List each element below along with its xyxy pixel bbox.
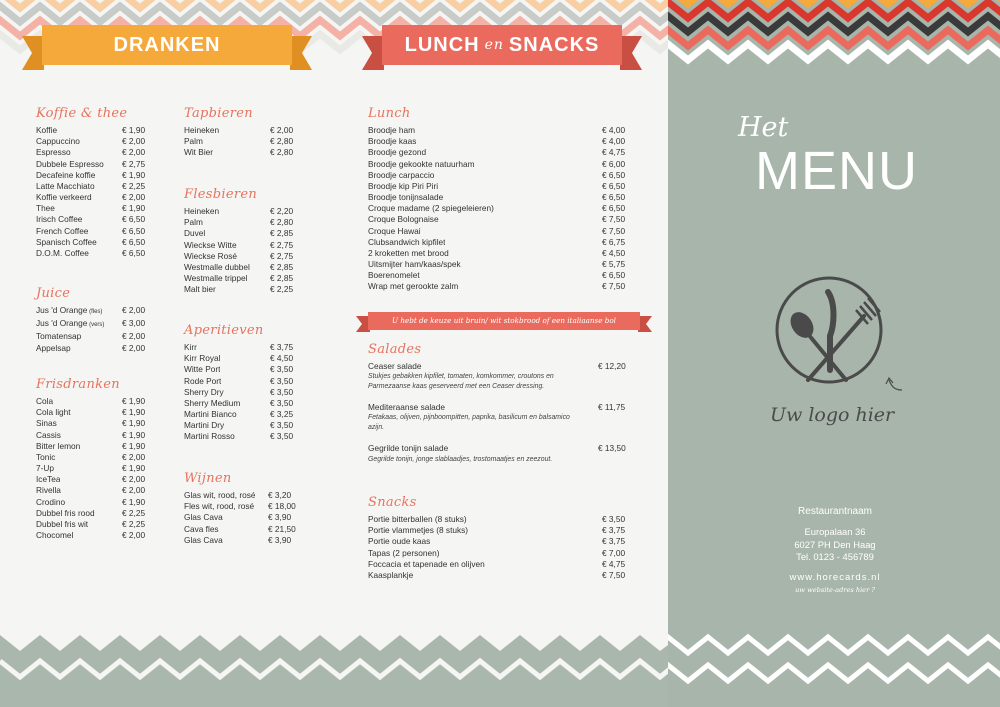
menu-item-name: Kirr — [184, 342, 197, 353]
menu-item-row — [184, 431, 299, 442]
menu-item-name: Fles wit, rood, rosé — [184, 501, 255, 512]
menu-item-price: € 2,00 — [122, 331, 146, 342]
menu-item-row — [368, 237, 630, 248]
menu-item-row — [184, 420, 299, 431]
menu-item-row — [184, 364, 299, 375]
menu-item-row — [184, 273, 299, 284]
menu-item-price: € 3,20 — [268, 490, 292, 501]
menu-item-price: € 4,50 — [602, 247, 626, 258]
column-juice — [36, 288, 151, 354]
menu-item-name: Mediteraanse salade — [368, 402, 446, 413]
menu-item-name: Portie oude kaas — [368, 536, 431, 547]
menu-item-name: 7-Up — [36, 463, 54, 474]
menu-item-name: Croque madame (2 spiegeleieren) — [368, 203, 494, 214]
menu-item-row — [368, 125, 630, 136]
salad-item — [368, 402, 630, 433]
cover-bottom-chevron-pattern — [668, 627, 1000, 707]
menu-item-name: Palm — [184, 136, 203, 147]
menu-item-name: Ceaser salade — [368, 361, 422, 372]
menu-item-row — [368, 214, 630, 225]
menu-item-row — [368, 192, 630, 203]
restaurant-city: 6027 PH Den Haag — [794, 538, 876, 550]
menu-item-price: € 1,90 — [122, 396, 146, 407]
menu-item-name: Duvel — [184, 228, 206, 239]
menu-item-name: Thee — [36, 203, 55, 214]
menu-item-price: € 6,50 — [602, 180, 626, 191]
cutlery-logo-icon — [764, 270, 904, 400]
bread-choice-banner — [356, 312, 652, 332]
menu-item-row — [36, 181, 151, 192]
menu-item-name: Wrap met gerookte zalm — [368, 281, 459, 292]
menu-item-price: € 2,85 — [270, 228, 294, 239]
menu-item-price: € 13,50 — [598, 443, 626, 454]
menu-item-name: Dubbel fris rood — [36, 507, 95, 518]
menu-item-row — [36, 147, 151, 158]
menu-item-name: Wieckse Rosé — [184, 250, 238, 261]
menu-item-price: € 2,00 — [122, 474, 146, 485]
menu-item-name: Martini Bianco — [184, 409, 237, 420]
menu-item-price: € 1,90 — [122, 440, 146, 451]
menu-item-price: € 1,90 — [122, 463, 146, 474]
menu-item-price: € 3,50 — [270, 386, 294, 397]
menu-item-row — [184, 387, 299, 398]
menu-item-row — [184, 251, 299, 262]
menu-item-name: Latte Macchiato — [36, 180, 95, 191]
menu-item-row — [368, 548, 630, 559]
ribbon-lunch-snacks — [362, 28, 642, 68]
menu-item-price: € 3,25 — [270, 409, 294, 420]
menu-item-price: € 3,50 — [270, 397, 294, 408]
restaurant-name: Restaurantnaam — [798, 506, 872, 517]
menu-item-name: Westmalle dubbel — [184, 261, 250, 272]
menu-item-row — [36, 497, 151, 508]
menu-item-name: Dubbel fris wit — [36, 518, 89, 529]
section-title-snacks: Snacks — [368, 495, 417, 510]
aperitief-list — [184, 342, 299, 442]
menu-item-name: Martini Rosso — [184, 431, 235, 442]
menu-item-name: Cava fles — [184, 523, 219, 534]
menu-item-price: € 3,00 — [122, 318, 146, 329]
salad-item — [368, 443, 630, 464]
menu-item-price: € 6,50 — [122, 247, 146, 258]
menu-item-price: € 1,90 — [122, 169, 146, 180]
section-title-lunch: Lunch — [368, 106, 411, 121]
menu-item-name: Cola — [36, 396, 54, 407]
menu-item-name: Irisch Coffee — [36, 214, 83, 225]
menu-item-row — [36, 203, 151, 214]
menu-item-row — [368, 181, 630, 192]
menu-item-name: Croque Hawai — [368, 225, 421, 236]
menu-item-name: Cola light — [36, 407, 71, 418]
menu-item-name: Tapas (2 personen) — [368, 547, 440, 558]
menu-item-price: € 7,50 — [602, 569, 626, 580]
menu-item-price: € 2,25 — [122, 507, 146, 518]
menu-item-price: € 3,75 — [602, 525, 626, 536]
menu-item-row — [36, 318, 151, 331]
menu-item-row — [36, 396, 151, 407]
menu-item-price: € 2,85 — [270, 261, 294, 272]
menu-item-name: Uitsmijter ham/kaas/spek — [368, 259, 461, 270]
menu-item-row — [368, 170, 630, 181]
menu-item-row — [36, 237, 151, 248]
menu-item-price: € 6,50 — [122, 214, 146, 225]
section-title-salades: Salades — [368, 342, 422, 357]
menu-item-name: Cassis — [36, 429, 61, 440]
restaurant-phone: Tel. 0123 - 456789 — [796, 550, 874, 562]
menu-item-row — [368, 402, 630, 413]
menu-item-name: Malt bier — [184, 284, 216, 295]
menu-item-tag: (fles) — [87, 309, 103, 316]
menu-item-row — [368, 525, 630, 536]
menu-item-price: € 3,50 — [602, 514, 626, 525]
restaurant-info — [780, 506, 890, 563]
menu-item-row — [368, 159, 630, 170]
menu-item-price: € 6,50 — [602, 169, 626, 180]
menu-item-name: Kaasplankje — [368, 569, 414, 580]
menu-item-price: € 1,90 — [122, 496, 146, 507]
section-title-koffie: Koffie & thee — [36, 106, 128, 121]
menu-item-price: € 3,75 — [602, 536, 626, 547]
menu-item-row — [36, 136, 151, 147]
juice-list — [36, 305, 151, 354]
menu-item-row — [184, 284, 299, 295]
menu-item-row — [36, 192, 151, 203]
menu-item-row — [368, 570, 630, 581]
menu-item-name: Westmalle trippel — [184, 273, 248, 284]
koffie-list — [36, 125, 151, 259]
menu-item-name: Heineken — [184, 206, 220, 217]
menu-item-row — [184, 535, 299, 546]
menu-item-row — [184, 136, 299, 147]
menu-item-row — [368, 147, 630, 158]
section-title-wijnen: Wijnen — [184, 471, 232, 486]
menu-item-name: Glas wit, rood, rosé — [184, 490, 256, 501]
menu-item-name: Broodje kip Piri Piri — [368, 180, 439, 191]
menu-item-price: € 2,75 — [270, 239, 294, 250]
menu-item-row — [36, 159, 151, 170]
menu-item-price: € 1,90 — [122, 429, 146, 440]
menu-item-row — [36, 170, 151, 181]
menu-item-row — [368, 248, 630, 259]
menu-item-name: Wieckse Witte — [184, 239, 237, 250]
menu-item-name: Tomatensap — [36, 331, 82, 342]
menu-item-price: € 3,90 — [268, 512, 292, 523]
menu-item-price: € 7,50 — [602, 214, 626, 225]
menu-item-name: Sinas — [36, 418, 57, 429]
menu-item-price: € 2,00 — [122, 192, 146, 203]
menu-item-name: Bitter lemon — [36, 440, 81, 451]
menu-item-price: € 4,75 — [602, 558, 626, 569]
menu-item-row — [184, 524, 299, 535]
wijnen-list — [184, 490, 299, 546]
column-tap — [184, 108, 299, 159]
ribbon-dranken — [22, 28, 312, 68]
menu-item-row — [184, 240, 299, 251]
menu-item-row — [368, 259, 630, 270]
column-snacks — [368, 497, 630, 581]
column-aperitief — [184, 325, 299, 443]
menu-item-name: Espresso — [36, 147, 71, 158]
menu-item-price: € 2,80 — [270, 217, 294, 228]
menu-item-name: D.O.M. Coffee — [36, 247, 89, 258]
menu-item-price: € 2,80 — [270, 136, 294, 147]
column-salades — [368, 344, 630, 465]
menu-item-row — [368, 136, 630, 147]
menu-item-price: € 4,00 — [602, 125, 626, 136]
menu-item-price: € 3,90 — [268, 534, 292, 545]
menu-item-name: Broodje gekookte natuurham — [368, 158, 475, 169]
menu-item-price: € 3,50 — [270, 364, 294, 375]
snacks-list — [368, 514, 630, 581]
section-title-tap: Tapbieren — [184, 106, 253, 121]
salades-list — [368, 361, 630, 464]
menu-item-name: Crodino — [36, 496, 66, 507]
menu-item-name: Croque Bolognaise — [368, 214, 439, 225]
menu-item-price: € 3,50 — [270, 420, 294, 431]
menu-item-price: € 2,75 — [270, 250, 294, 261]
menu-item-name: Kirr Royal — [184, 353, 221, 364]
menu-item-price: € 2,20 — [270, 206, 294, 217]
menu-item-name: Broodje kaas — [368, 136, 417, 147]
menu-item-name: Decafeine koffie — [36, 169, 96, 180]
menu-item-price: € 4,00 — [602, 136, 626, 147]
menu-item-price: € 7,50 — [602, 281, 626, 292]
column-fles — [184, 189, 299, 295]
menu-item-name: IceTea — [36, 474, 61, 485]
menu-item-row — [36, 452, 151, 463]
menu-item-row — [368, 361, 630, 372]
menu-item-price: € 2,00 — [122, 530, 146, 541]
ribbon-en-label: en — [484, 37, 504, 53]
menu-item-row — [184, 501, 299, 512]
menu-item-row — [36, 343, 151, 354]
menu-item-row — [36, 331, 151, 342]
menu-item-name: Glas Cava — [184, 534, 223, 545]
menu-item-name: Broodje gezond — [368, 147, 427, 158]
menu-item-row — [184, 342, 299, 353]
menu-item-row — [184, 490, 299, 501]
menu-item-row — [36, 474, 151, 485]
menu-item-row — [36, 305, 151, 318]
menu-item-price: € 3,75 — [270, 342, 294, 353]
menu-item-row — [368, 226, 630, 237]
ribbon-snacks-label: SNACKS — [508, 33, 600, 56]
menu-item-row — [36, 508, 151, 519]
menu-item-price: € 2,00 — [122, 342, 146, 353]
salad-description: Parmezaanse kaas geserveerd met een Ceaser dressing. — [368, 383, 545, 391]
menu-item-price: € 21,50 — [268, 523, 296, 534]
section-title-juice: Juice — [36, 286, 71, 301]
menu-item-name: French Coffee — [36, 225, 89, 236]
menu-item-row — [368, 281, 630, 292]
menu-item-row — [184, 206, 299, 217]
menu-item-name: Koffie — [36, 125, 58, 136]
menu-item-name: 2 kroketten met brood — [368, 247, 449, 258]
menu-item-name: Dubbele Espresso — [36, 158, 104, 169]
lunch-list — [368, 125, 630, 292]
menu-item-price: € 5,75 — [602, 259, 626, 270]
menu-item-name: Glas Cava — [184, 512, 223, 523]
menu-item-name: Koffie verkeerd — [36, 192, 92, 203]
menu-item-row — [36, 441, 151, 452]
menu-item-name: Portie vlammetjes (8 stuks) — [368, 525, 469, 536]
menu-item-name: Witte Port — [184, 364, 221, 375]
section-title-fles: Flesbieren — [184, 187, 257, 202]
restaurant-street: Europalaan 36 — [804, 526, 866, 538]
menu-item-price: € 6,50 — [602, 203, 626, 214]
menu-item-price: € 6,50 — [122, 225, 146, 236]
ribbon-dranken-label: DRANKEN — [113, 33, 221, 56]
fles-list — [184, 206, 299, 295]
fris-list — [36, 396, 151, 541]
menu-item-price: € 7,00 — [602, 547, 626, 558]
website-hint: uw website-adres hier ? — [795, 586, 875, 594]
menu-item-name: Spanisch Coffee — [36, 236, 97, 247]
section-title-aperitief: Aperitieven — [184, 323, 264, 338]
menu-item-price: € 7,50 — [602, 225, 626, 236]
salad-item — [368, 361, 630, 392]
menu-item-name: Boerenomelet — [368, 270, 420, 281]
menu-item-name: Broodje carpaccio — [368, 169, 435, 180]
menu-item-price: € 11,75 — [598, 402, 626, 413]
menu-item-name: Rivella — [36, 485, 61, 496]
menu-item-row — [36, 430, 151, 441]
menu-item-row — [36, 248, 151, 259]
menu-item-row — [184, 512, 299, 523]
menu-item-row — [36, 485, 151, 496]
section-title-fris: Frisdranken — [36, 377, 120, 392]
menu-item-price: € 2,75 — [122, 158, 146, 169]
menu-item-row — [184, 125, 299, 136]
menu-item-row — [368, 443, 630, 454]
menu-item-row — [36, 463, 151, 474]
menu-item-name: Broodje tonijnsalade — [368, 192, 444, 203]
menu-item-row — [368, 514, 630, 525]
menu-item-row — [184, 376, 299, 387]
menu-item-row — [184, 398, 299, 409]
menu-item-price: € 6,00 — [602, 158, 626, 169]
column-fris — [36, 379, 151, 541]
menu-item-name: Clubsandwich kipfilet — [368, 236, 446, 247]
menu-item-name: Rode Port — [184, 375, 222, 386]
menu-item-price: € 6,75 — [602, 236, 626, 247]
menu-item-price: € 3,50 — [270, 431, 294, 442]
menu-item-name: Jus 'd Orange (fles) — [36, 305, 103, 316]
menu-item-name: Chocomel — [36, 530, 74, 541]
menu-item-price: € 1,90 — [122, 125, 146, 136]
menu-item-price: € 6,50 — [602, 192, 626, 203]
menu-item-row — [36, 125, 151, 136]
menu-item-price: € 2,25 — [122, 180, 146, 191]
logo-placeholder-text: Uw logo hier — [770, 404, 895, 426]
menu-item-row — [36, 418, 151, 429]
menu-item-price: € 1,90 — [122, 203, 146, 214]
menu-item-row — [184, 228, 299, 239]
menu-item-price: € 2,00 — [122, 451, 146, 462]
menu-item-name: Jus 'd Orange (vers) — [36, 318, 105, 329]
cover-top-chevron-pattern — [668, 0, 1000, 70]
menu-item-price: € 4,75 — [602, 147, 626, 158]
salad-description: Gegrilde tonijn, jonge slablaadjes, trostomaatjes en zeezout. — [368, 455, 553, 463]
menu-item-name: Appelsap — [36, 342, 71, 353]
menu-item-name: Sherry Dry — [184, 386, 224, 397]
column-wijnen — [184, 473, 299, 546]
menu-item-price: € 2,00 — [122, 485, 146, 496]
menu-item-name: Foccacia et tapenade en olijven — [368, 558, 485, 569]
menu-item-price: € 2,00 — [122, 147, 146, 158]
menu-item-row — [36, 214, 151, 225]
menu-item-tag: (vers) — [87, 322, 105, 329]
menu-item-price: € 2,00 — [122, 136, 146, 147]
salad-description: Fetakaas, olijven, pijnboompitten, paprika, basilicum en balsamico — [368, 414, 570, 422]
menu-item-name: Cappuccino — [36, 136, 80, 147]
menu-item-price: € 3,50 — [270, 375, 294, 386]
menu-item-price: € 4,50 — [270, 353, 294, 364]
menu-item-name: Tonic — [36, 451, 56, 462]
menu-item-name: Gegrilde tonijn salade — [368, 443, 449, 454]
menu-item-name: Martini Dry — [184, 420, 225, 431]
menu-item-row — [184, 147, 299, 158]
menu-item-row — [184, 409, 299, 420]
cover-menu-title: MENU — [755, 141, 918, 201]
menu-item-name: Portie bitterballen (8 stuks) — [368, 514, 467, 525]
column-lunch — [368, 108, 630, 293]
bread-choice-text: U hebt de keuze uit bruin/ wit stokbrood of een italiaanse bol — [368, 312, 640, 330]
menu-item-price: € 12,20 — [598, 361, 626, 372]
menu-item-name: Broodje ham — [368, 125, 416, 136]
menu-item-row — [36, 226, 151, 237]
website-link[interactable]: www.horecards.nl — [789, 572, 881, 583]
menu-item-row — [36, 530, 151, 541]
menu-item-row — [36, 407, 151, 418]
menu-item-row — [368, 559, 630, 570]
menu-item-price: € 2,00 — [270, 125, 294, 136]
salad-description: Stukjes gebakken kipfilet, tomaten, komkommer, croutons en — [368, 373, 554, 381]
menu-item-price: € 6,50 — [602, 270, 626, 281]
menu-item-row — [184, 262, 299, 273]
ribbon-lunch-label: LUNCH — [404, 33, 480, 56]
menu-item-name: Wit Bier — [184, 147, 214, 158]
cover-het: Het — [738, 112, 789, 143]
bottom-chevron-pattern — [0, 617, 668, 707]
menu-item-row — [184, 217, 299, 228]
salad-description: azijn. — [368, 424, 385, 432]
menu-item-price: € 2,25 — [122, 518, 146, 529]
menu-item-price: € 1,90 — [122, 418, 146, 429]
menu-item-row — [36, 519, 151, 530]
menu-item-row — [368, 536, 630, 547]
menu-item-row — [368, 203, 630, 214]
menu-item-name: Heineken — [184, 125, 220, 136]
menu-item-name: Sherry Medium — [184, 397, 241, 408]
menu-item-price: € 2,85 — [270, 273, 294, 284]
menu-item-price: € 2,80 — [270, 147, 294, 158]
menu-item-price: € 2,00 — [122, 305, 146, 316]
menu-item-price: € 6,50 — [122, 236, 146, 247]
menu-item-price: € 18,00 — [268, 501, 296, 512]
menu-item-row — [184, 353, 299, 364]
menu-item-price: € 1,90 — [122, 407, 146, 418]
menu-item-row — [368, 270, 630, 281]
menu-item-price: € 2,25 — [270, 284, 294, 295]
tap-list — [184, 125, 299, 158]
menu-item-name: Palm — [184, 217, 203, 228]
column-koffie — [36, 108, 151, 259]
